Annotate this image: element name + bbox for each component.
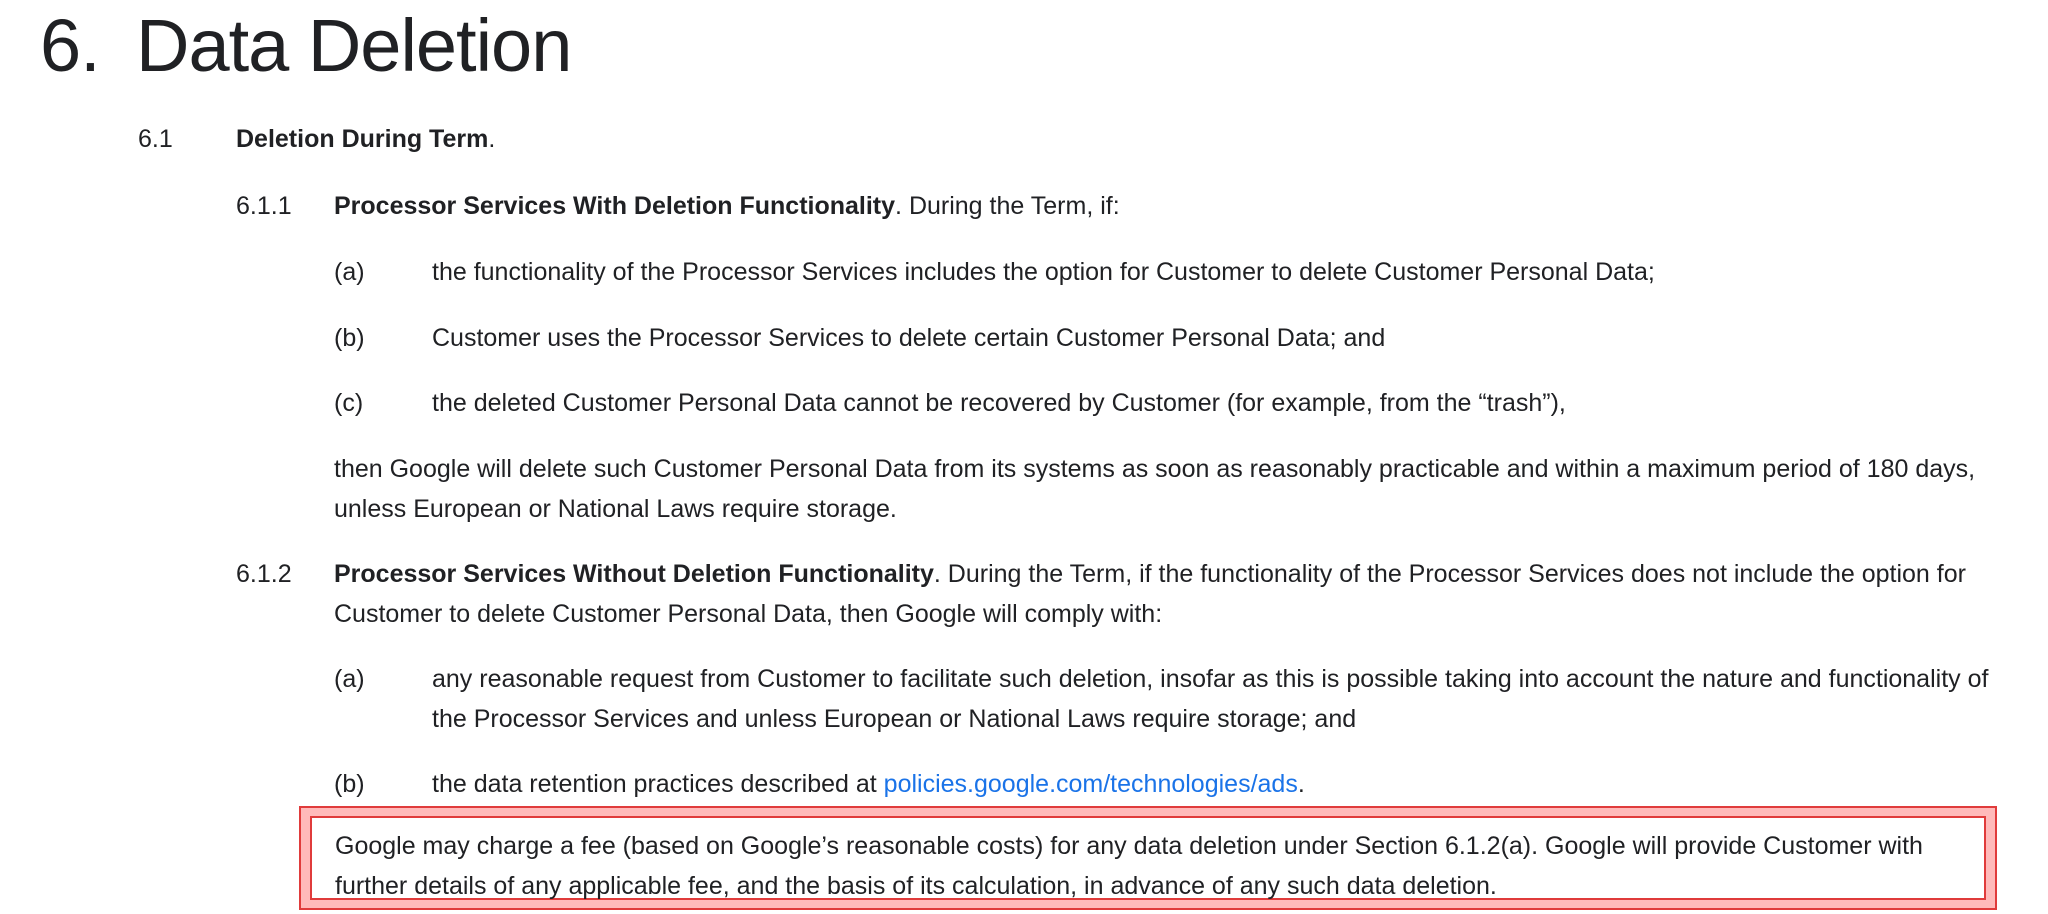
item-text-after: .	[1297, 770, 1305, 798]
item-label: (b)	[334, 770, 365, 798]
section-title: Data Deletion	[136, 3, 572, 87]
item-label: (a)	[334, 258, 365, 286]
section-number: 6.	[40, 3, 100, 87]
clause-paragraph	[334, 554, 1999, 634]
item-text: any reasonable request from Customer to facilitate such deletion, insofar as this is possible taking into account the nature and functionality of the Processor Services and unless European or National Laws require storage; and	[432, 665, 1989, 733]
clause-paragraph	[334, 186, 1994, 226]
clause-title: Deletion During Term	[236, 125, 489, 153]
clause-heading	[236, 119, 495, 159]
clause-title: Processor Services With Deletion Functionality	[334, 192, 896, 220]
section-heading	[40, 0, 571, 90]
item-text: Customer uses the Processor Services to delete certain Customer Personal Data; and	[432, 324, 1386, 352]
clause-title-suffix: .	[488, 125, 496, 153]
clause-number: 6.1	[138, 125, 173, 153]
item-text: the deleted Customer Personal Data cannot be recovered by Customer (for example, from the “trash”),	[432, 389, 1566, 417]
retention-practices-link[interactable]: policies.google.com/technologies/ads	[883, 770, 1298, 798]
conclusion-text: then Google will delete such Customer Personal Data from its systems as soon as reasonably practicable and within a maximum period of 180 days, unless European or National Laws require storage.	[334, 455, 1976, 523]
item-label: (c)	[334, 389, 364, 417]
item-text: the functionality of the Processor Services includes the option for Customer to delete Customer Personal Data;	[432, 258, 1655, 286]
item-text-before: the data retention practices described at	[432, 770, 884, 798]
clause-title: Processor Services Without Deletion Functionality	[334, 560, 934, 588]
item-label: (a)	[334, 665, 365, 693]
clause-number: 6.1.2	[236, 560, 292, 588]
clause-intro: . During the Term, if the functionality of the Processor Services does not include the option for Customer to delete Customer Personal Data, then Google will comply with:	[334, 560, 1966, 628]
item-label: (b)	[334, 324, 365, 352]
clause-intro: . During the Term, if:	[895, 192, 1120, 220]
clause-number: 6.1.1	[236, 192, 292, 220]
fee-note: Google may charge a fee (based on Google’s reasonable costs) for any data deletion under Section 6.1.2(a). Google will provide Customer with further details of any applicable fee, and the basis of its calculation, in advance of any such data deletion.	[335, 832, 1923, 900]
item-text	[432, 764, 1992, 804]
